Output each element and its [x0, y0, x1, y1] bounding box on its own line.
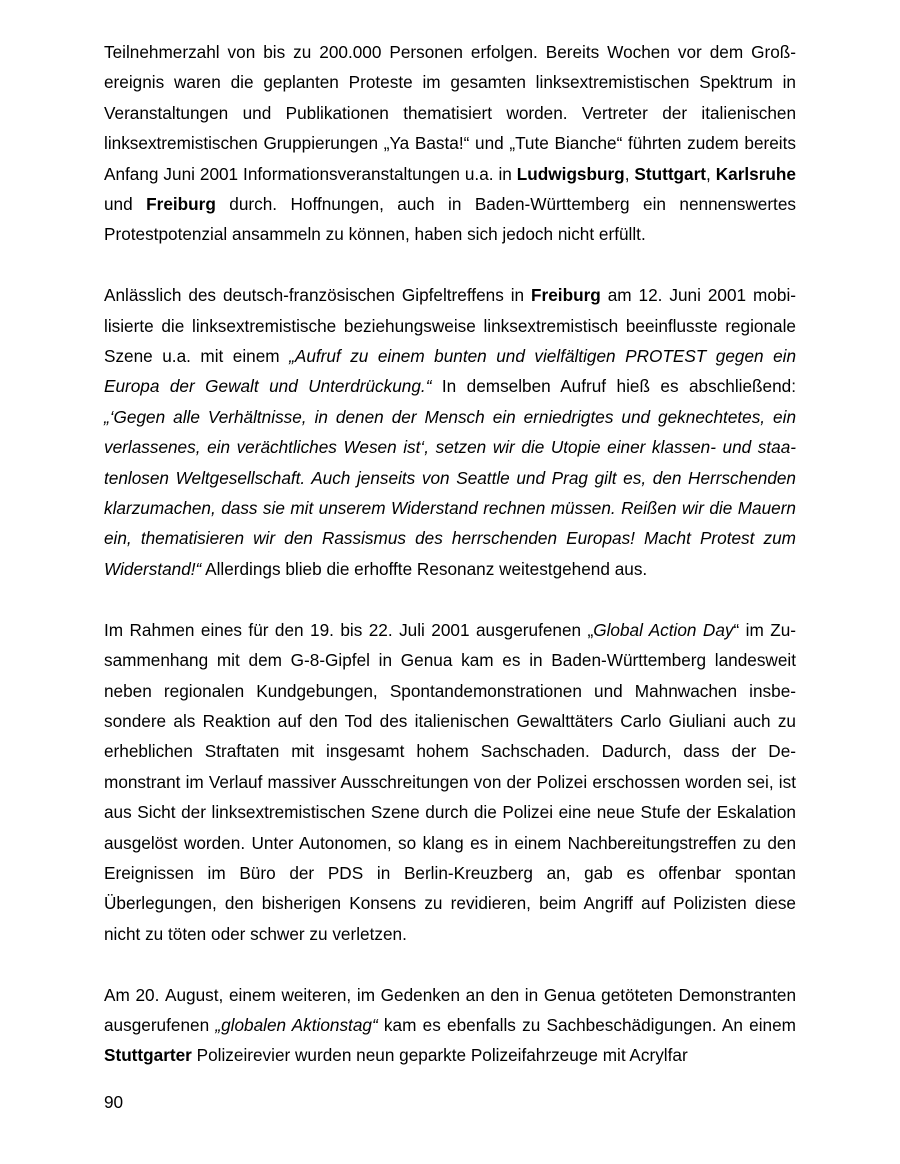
text-run: kam es ebenfalls zu Sachbeschädigungen. An einem [377, 1014, 796, 1035]
paragraph-2 [104, 280, 796, 584]
bold-place-name: Freiburg [531, 285, 601, 306]
page-number: 90 [104, 1092, 124, 1112]
paragraph-spacer [104, 250, 796, 280]
text-run: “ im Zusammenhang mit dem G-8-Gipfel in Genua kam es in Baden-Württemberg landesweit neben regionalen Kundgebungen, Spontandemonstrationen und Mahnwachen insbesondere als Reaktion auf den Tod des italienischen Gewalttäters Carlo Giuliani auch zu erheblichen Straftaten mit insgesamt hohem Sachschaden. Dadurch, dass der Demonstrant im Verlauf massiver Ausschreitungen von der Polizei erschossen worden sei, ist aus Sicht der linksextremistischen Szene durch die Polizei eine neue Stufe der Eskalation ausgelöst worden. Unter Autonomen, so klang es in einem Nachbereitungstreffen zu den Ereignissen im Büro der PDS in Berlin-Kreuzberg an, gab es offenbar spontan Überlegungen, den bisherigen Konsens zu revidieren, beim Angriff auf Polizisten diese nicht zu töten oder schwer zu verletzen. [104, 619, 796, 944]
bold-place-name: Freiburg [146, 194, 216, 215]
bold-place-name: Stuttgart [634, 163, 707, 184]
paragraph-spacer [104, 584, 796, 614]
bold-place-name: Ludwigsburg [516, 163, 625, 184]
text-run: , [706, 163, 716, 184]
document-page [104, 37, 796, 1071]
paragraph-4 [104, 980, 796, 1071]
paragraph-3 [104, 615, 796, 949]
paragraph-1 [104, 37, 796, 250]
text-run: In demselben Aufruf hieß es abschließend: [431, 376, 796, 397]
text-run: Im Rahmen eines für den 19. bis 22. Juli 2001 ausgerufenen „ [104, 619, 594, 640]
paragraph-spacer [104, 949, 796, 979]
italic-quote: „‘Gegen alle Verhältnisse, in denen der Mensch ein erniedrigtes und geknechtetes, ein verlassenes, ein verächtliches Wesen ist‘, setzen wir die Utopie einer klassen- und staatenlosen Weltgesellschaft. Auch jenseits von Seattle und Prag gilt es, den Herrschenden klarzumachen, dass sie mit unserem Widerstand rechnen müssen. Reißen wir die Mauern ein, thematisieren wir den Rassismus des herrschenden Europas! Macht Protest zum Widerstand!“ [104, 406, 796, 579]
italic-quote: „globalen Aktionstag“ [215, 1014, 378, 1035]
italic-quote: Global Action Day [593, 619, 734, 640]
text-run: Anlässlich des deutsch-französischen Gipfeltreffens in [104, 285, 532, 306]
text-run: Polizeirevier wurden neun geparkte Polizeifahrzeuge mit Acrylfar [191, 1045, 688, 1066]
bold-place-name: Stuttgarter [104, 1045, 192, 1066]
text-run: Teilnehmerzahl von bis zu 200.000 Personen erfolgen. Bereits Wochen vor dem Großereignis waren die geplanten Proteste im gesamten linksextremistischen Spektrum in Veranstaltungen und Publikationen thematisiert worden. Vertreter der italienischen linksextremistischen Gruppierungen „Ya Basta!“ und „Tute Bianche“ führten zudem bereits Anfang Juni 2001 Informationsveranstaltungen u.a. in [104, 42, 796, 184]
text-run: , [624, 163, 635, 184]
bold-place-name: Karlsruhe [715, 163, 796, 184]
text-run: am 12. Juni 2001 mobilisierte die linksextremistische beziehungsweise linksextremistisch beeinflusste regionale Szene u.a. mit einem [104, 285, 796, 367]
text-run: Allerdings blieb die erhoffte Resonanz weitestgehend aus. [201, 558, 648, 579]
text-run: durch. Hoffnungen, auch in Baden-Württemberg ein nennenswertes Protestpotenzial ansammeln zu können, haben sich jedoch nicht erfüllt. [104, 194, 796, 245]
italic-quote: „Aufruf zu einem bunten und vielfältigen PROTEST gegen ein Europa der Gewalt und Unterdrückung.“ [104, 346, 797, 397]
text-run: und [104, 194, 147, 215]
text-run: Am 20. August, einem weiteren, im Gedenken an den in Genua getöteten Demonstranten ausgerufenen [104, 984, 796, 1035]
